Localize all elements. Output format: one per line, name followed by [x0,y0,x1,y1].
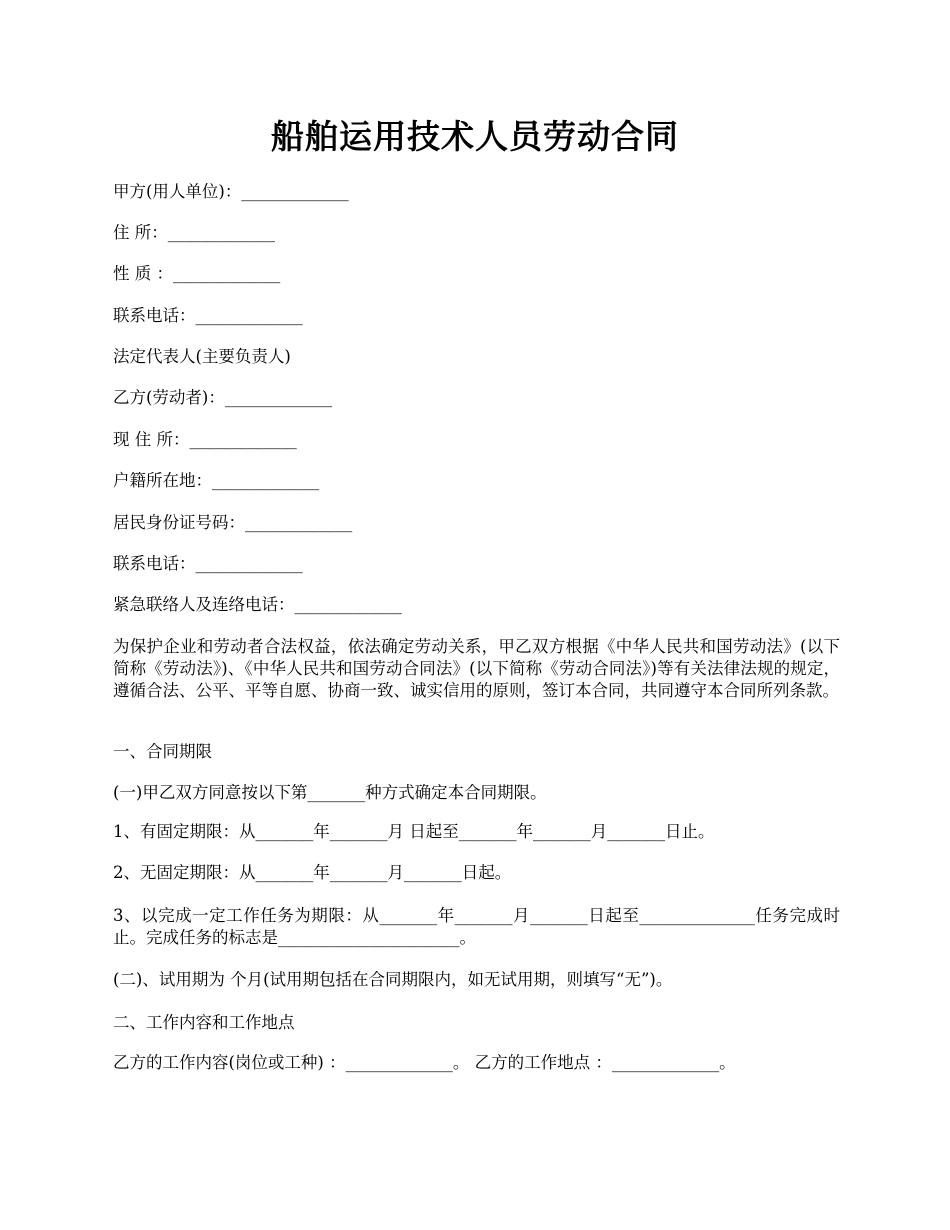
party-b-phone-line: 联系电话：_____________ [113,554,303,573]
party-a-address-line: 住 所：_____________ [113,223,275,242]
section1-heading: 一、合同期限 [113,742,212,761]
party-a-nature-line: 性 质 ：_____________ [113,264,281,283]
id-number-line: 居民身份证号码：_____________ [113,513,353,532]
open-term-line: 2、无固定期限：从_______年_______月_______日起。 [113,863,512,882]
household-registration-line: 户籍所在地：_____________ [113,471,320,490]
contract-term-method-line: (一)甲乙双方同意按以下第_______种方式确定本合同期限。 [113,783,547,802]
document-title: 船舶运用技术人员劳动合同 [271,117,679,156]
work-content-location-line: 乙方的工作内容(岗位或工种) ：_____________。 乙方的工作地点 ：_____________。 [113,1053,736,1072]
section2-heading: 二、工作内容和工作地点 [113,1013,295,1032]
probation-line: (二)、试用期为 个月(试用期包括在合同期限内，如无试用期，则填写“无”)。 [113,970,673,989]
emergency-contact-line: 紧急联络人及连络电话：_____________ [113,595,402,614]
task-term-paragraph: 3、以完成一定工作任务为期限：从_______年_______月_______日起至______________任务完成时止。完成任务的标志是______________________。 [113,906,840,947]
preamble-paragraph: 为保护企业和劳动者合法权益，依法确定劳动关系，甲乙双方根据《中华人民共和国劳动法》(以下简称《劳动法》)、《中华人民共和国劳动合同法》(以下简称《劳动合同法》)等有关法律法规的规定，遵循合法、公平、平等自愿、协商一致、诚实信用的原则，签订本合同，共同遵守本合同所列条款。 [113,637,840,700]
party-b-address-line: 现 住 所：_____________ [113,430,297,449]
party-b-name-line: 乙方(劳动者)：_____________ [113,388,333,407]
party-a-phone-line: 联系电话：_____________ [113,306,303,325]
party-a-name-line: 甲方(用人单位)：_____________ [113,182,349,201]
legal-representative-line: 法定代表人(主要负责人) [113,347,291,366]
fixed-term-line: 1、有固定期限：从_______年_______月 日起至_______年_______月_______日止。 [113,822,715,841]
